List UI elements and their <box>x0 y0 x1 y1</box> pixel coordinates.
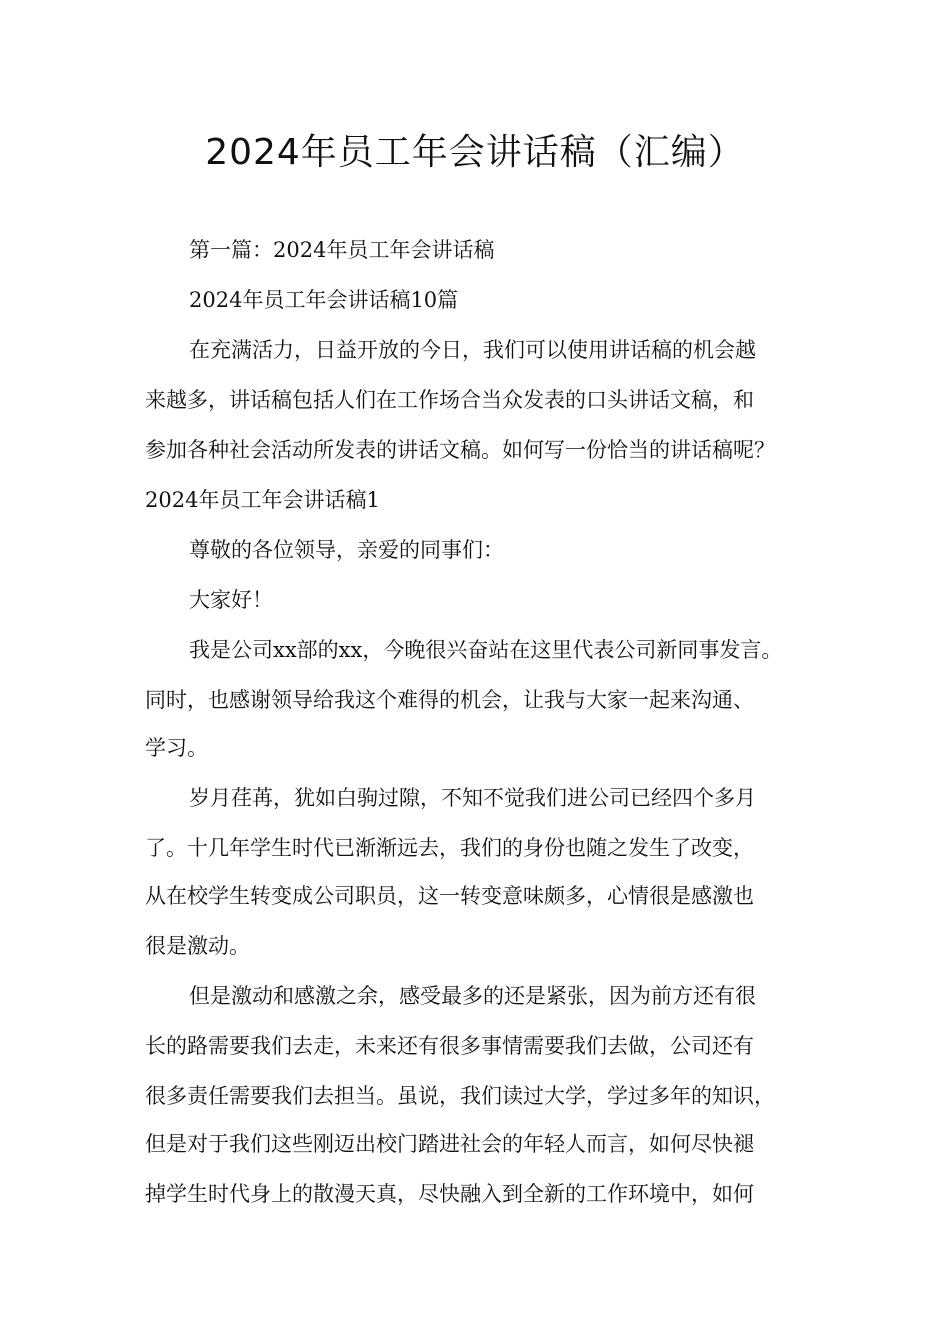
paragraph-line: 岁月荏苒，犹如白驹过隙，不知不觉我们进公司已经四个多月 <box>189 786 756 810</box>
paragraph-line: 在充满活力，日益开放的今日，我们可以使用讲话稿的机会越 <box>189 338 756 362</box>
document-title: 2024年员工年会讲话稿（汇编） <box>205 132 745 173</box>
paragraph-line: 长的路需要我们去走，未来还有很多事情需要我们去做，公司还有 <box>145 1034 754 1058</box>
paragraph-line: 很是激动。 <box>145 934 250 958</box>
salutation: 尊敬的各位领导，亲爱的同事们： <box>189 538 504 562</box>
paragraph-line: 我是公司xx部的xx，今晚很兴奋站在这里代表公司新同事发言。 <box>189 638 783 662</box>
speech-heading: 2024年员工年会讲话稿1 <box>145 488 380 512</box>
paragraph-line: 很多责任需要我们去担当。虽说，我们读过大学，学过多年的知识， <box>145 1084 775 1108</box>
paragraph-line: 但是对于我们这些刚迈出校门踏进社会的年轻人而言，如何尽快褪 <box>145 1132 754 1156</box>
paragraph-line: 来越多，讲话稿包括人们在工作场合当众发表的口头讲话文稿，和 <box>145 388 754 412</box>
section-heading: 第一篇：2024年员工年会讲话稿 <box>189 238 495 262</box>
subheading: 2024年员工年会讲话稿10篇 <box>189 288 459 312</box>
paragraph-line: 了。十几年学生时代已渐渐远去，我们的身份也随之发生了改变， <box>145 836 754 860</box>
paragraph-line: 同时，也感谢领导给我这个难得的机会，让我与大家一起来沟通、 <box>145 688 754 712</box>
paragraph-line: 参加各种社会活动所发表的讲话文稿。如何写一份恰当的讲话稿呢？ <box>145 438 775 462</box>
paragraph-line: 学习。 <box>145 736 208 760</box>
paragraph-line: 掉学生时代身上的散漫天真，尽快融入到全新的工作环境中，如何 <box>145 1182 754 1206</box>
paragraph-line: 从在校学生转变成公司职员，这一转变意味颇多，心情很是感激也 <box>145 884 754 908</box>
greeting: 大家好！ <box>189 588 273 612</box>
paragraph-line: 但是激动和感激之余，感受最多的还是紧张，因为前方还有很 <box>189 984 756 1008</box>
